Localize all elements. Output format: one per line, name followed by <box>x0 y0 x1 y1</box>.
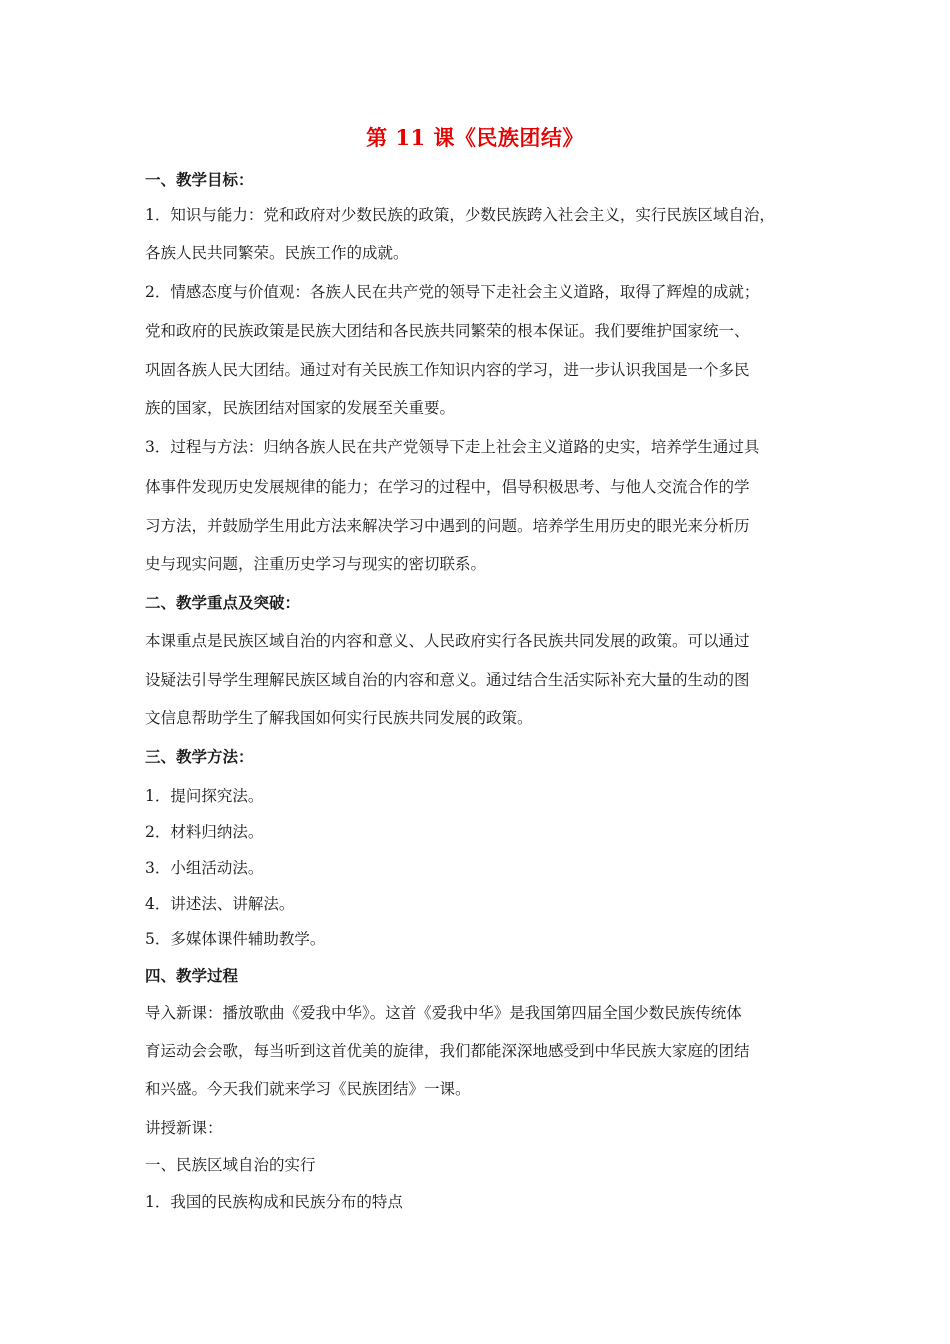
body-line: 巩固各族人民大团结。通过对有关民族工作知识内容的学习，进一步认识我国是一个多民 <box>145 361 750 379</box>
body-line: 本课重点是民族区域自治的内容和意义、人民政府实行各民族共同发展的政策。可以通过 <box>145 632 750 650</box>
body-line: 文信息帮助学生了解我国如何实行民族共同发展的政策。 <box>145 709 533 727</box>
section-heading: 二、教学重点及突破： <box>145 594 301 612</box>
body-line: 族的国家，民族团结对国家的发展至关重要。 <box>145 399 456 417</box>
body-line: 设疑法引导学生理解民族区域自治的内容和意义。通过结合生活实际补充大量的生动的图 <box>145 671 750 689</box>
body-line: 1．我国的民族构成和民族分布的特点 <box>145 1193 403 1211</box>
body-line: 各族人民共同繁荣。民族工作的成就。 <box>145 244 409 262</box>
body-line: 3．过程与方法：归纳各族人民在共产党领导下走上社会主义道路的史实，培养学生通过具 <box>145 438 760 456</box>
body-line: 和兴盛。今天我们就来学习《民族团结》一课。 <box>145 1080 471 1098</box>
section-heading: 三、教学方法： <box>145 748 254 766</box>
body-line: 1．提问探究法。 <box>145 787 264 805</box>
body-line: 习方法，并鼓励学生用此方法来解决学习中遇到的问题。培养学生用历史的眼光来分析历 <box>145 517 750 535</box>
body-line: 育运动会会歌，每当听到这首优美的旋律，我们都能深深地感受到中华民族大家庭的团结 <box>145 1042 750 1060</box>
document-title: 第 11 课《民族团结》 <box>366 125 584 150</box>
body-line: 体事件发现历史发展规律的能力；在学习的过程中，倡导积极思考、与他人交流合作的学 <box>145 478 750 496</box>
body-line: 史与现实问题，注重历史学习与现实的密切联系。 <box>145 555 487 573</box>
body-line: 4．讲述法、讲解法。 <box>145 895 295 913</box>
body-line: 2．材料归纳法。 <box>145 823 264 841</box>
body-line: 一、民族区域自治的实行 <box>145 1156 316 1174</box>
section-heading: 四、教学过程 <box>145 967 239 985</box>
section-heading: 一、教学目标： <box>145 171 254 189</box>
body-line: 讲授新课： <box>145 1119 223 1137</box>
body-line: 党和政府的民族政策是民族大团结和各民族共同繁荣的根本保证。我们要维护国家统一、 <box>145 322 750 340</box>
body-line: 1．知识与能力：党和政府对少数民族的政策，少数民族跨入社会主义，实行民族区域自治， <box>145 206 775 224</box>
body-line: 5．多媒体课件辅助教学。 <box>145 930 326 948</box>
body-line: 2．情感态度与价值观：各族人民在共产党的领导下走社会主义道路，取得了辉煌的成就； <box>145 283 760 301</box>
body-line: 导入新课：播放歌曲《爱我中华》。这首《爱我中华》是我国第四届全国少数民族传统体 <box>145 1004 742 1022</box>
body-line: 3．小组活动法。 <box>145 859 264 877</box>
